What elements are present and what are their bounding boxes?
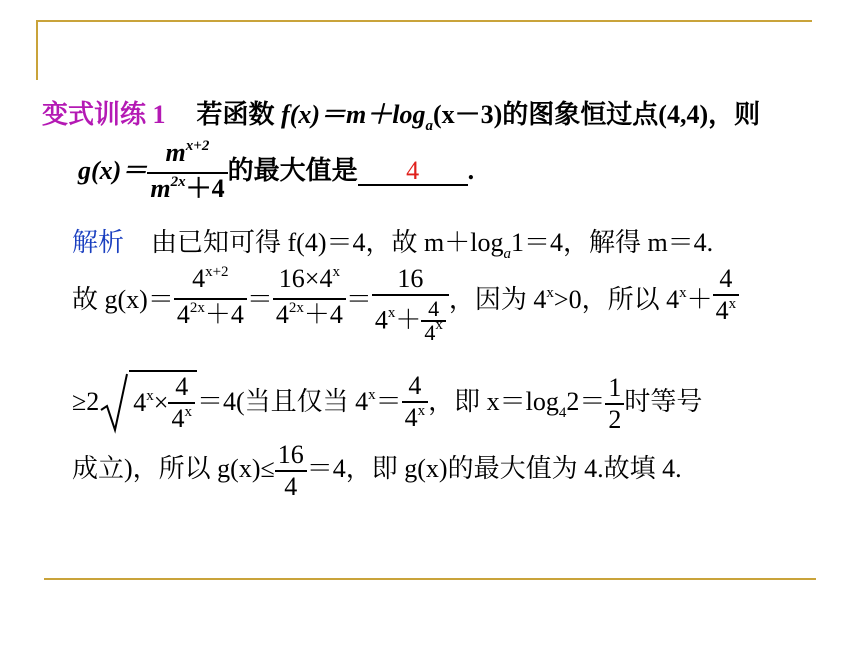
geq-two: ≥2 [72,386,100,416]
left-accent-line [36,20,38,80]
solution-label: 解析 [72,228,125,257]
problem-label: 变式训练 1 [42,100,166,129]
solution-line-1 [72,228,713,262]
conclusion-text: 成立)，所以 g(x)≤ [72,453,275,483]
solution-text-1: 由已知可得 f(4)＝4，故 m＋log [151,228,504,257]
problem-text: 若函数 [196,100,282,129]
fraction-2: $\frac{16\times 4^x}{4^{2x}+4}$ [273,264,346,334]
solution-line-3: ≥2 $4^x\times$ $\frac{4}{4^x}$ ＝4(当且仅当 $4^x=$ $\frac{4}{4^x}$ ，即 $x=\log_42=$ $\frac{1}{2}$ 时等号 [72,370,702,438]
log-base: a [425,118,433,134]
fraction-4: $\frac{4}{4^x}$ [713,264,740,330]
fraction-6: $\frac{1}{2}$ [605,373,624,435]
answer-blank [358,156,468,186]
problem-line-2 [78,138,474,208]
fraction-5: $\frac{4}{4^x}$ [402,371,429,437]
equals-2: ＝ [345,285,372,314]
problem-tail: (x－3)的图象恒过点(4,4)，则 [432,100,761,129]
solution-g-def: 故 g(x)＝ [72,285,174,314]
equals-1: ＝ [246,285,273,314]
solution-line-4 [72,440,682,502]
solution-line-2 [72,264,739,354]
question-text: 的最大值是 [227,155,358,185]
answer-value: 4 [406,155,420,185]
g-lhs: g(x)＝ [78,155,148,185]
square-root: $4^x\times$ $\frac{4}{4^x}$ [99,370,197,438]
end-dot: . [467,155,475,185]
problem-function: f(x)＝m＋log [281,100,426,129]
equality-holds-text: 时等号 [624,386,703,416]
radical-sign [99,372,129,436]
x-value-text: ，即 x＝log [428,386,559,416]
solution-text-1-tail: 1＝4，解得 m＝4. [510,228,714,257]
final-answer-text: ＝4，即 g(x)的最大值为 4.故填 4. [306,453,682,483]
fraction-1: $\frac{4^{x+2}}{4^{2x}+4}$ [174,264,247,334]
equality-condition: ＝4(当且仅当 4 [196,386,369,416]
fraction-3: 16 $4^x+$ $\frac{4}{4^x}$ [372,264,449,347]
g-fraction: $\frac{m^{x+2}}{m^{2x}+4}$ [147,138,227,208]
solution-log-base: a [503,246,511,262]
bottom-accent-line [44,578,816,580]
solution-line-2-tail: ，因为 $4^x>0$，所以 $4^x+$ [448,285,713,314]
problem-line-1 [42,100,760,134]
top-accent-line [36,20,812,22]
fraction-7: $\frac{16}{4}$ [275,440,307,502]
